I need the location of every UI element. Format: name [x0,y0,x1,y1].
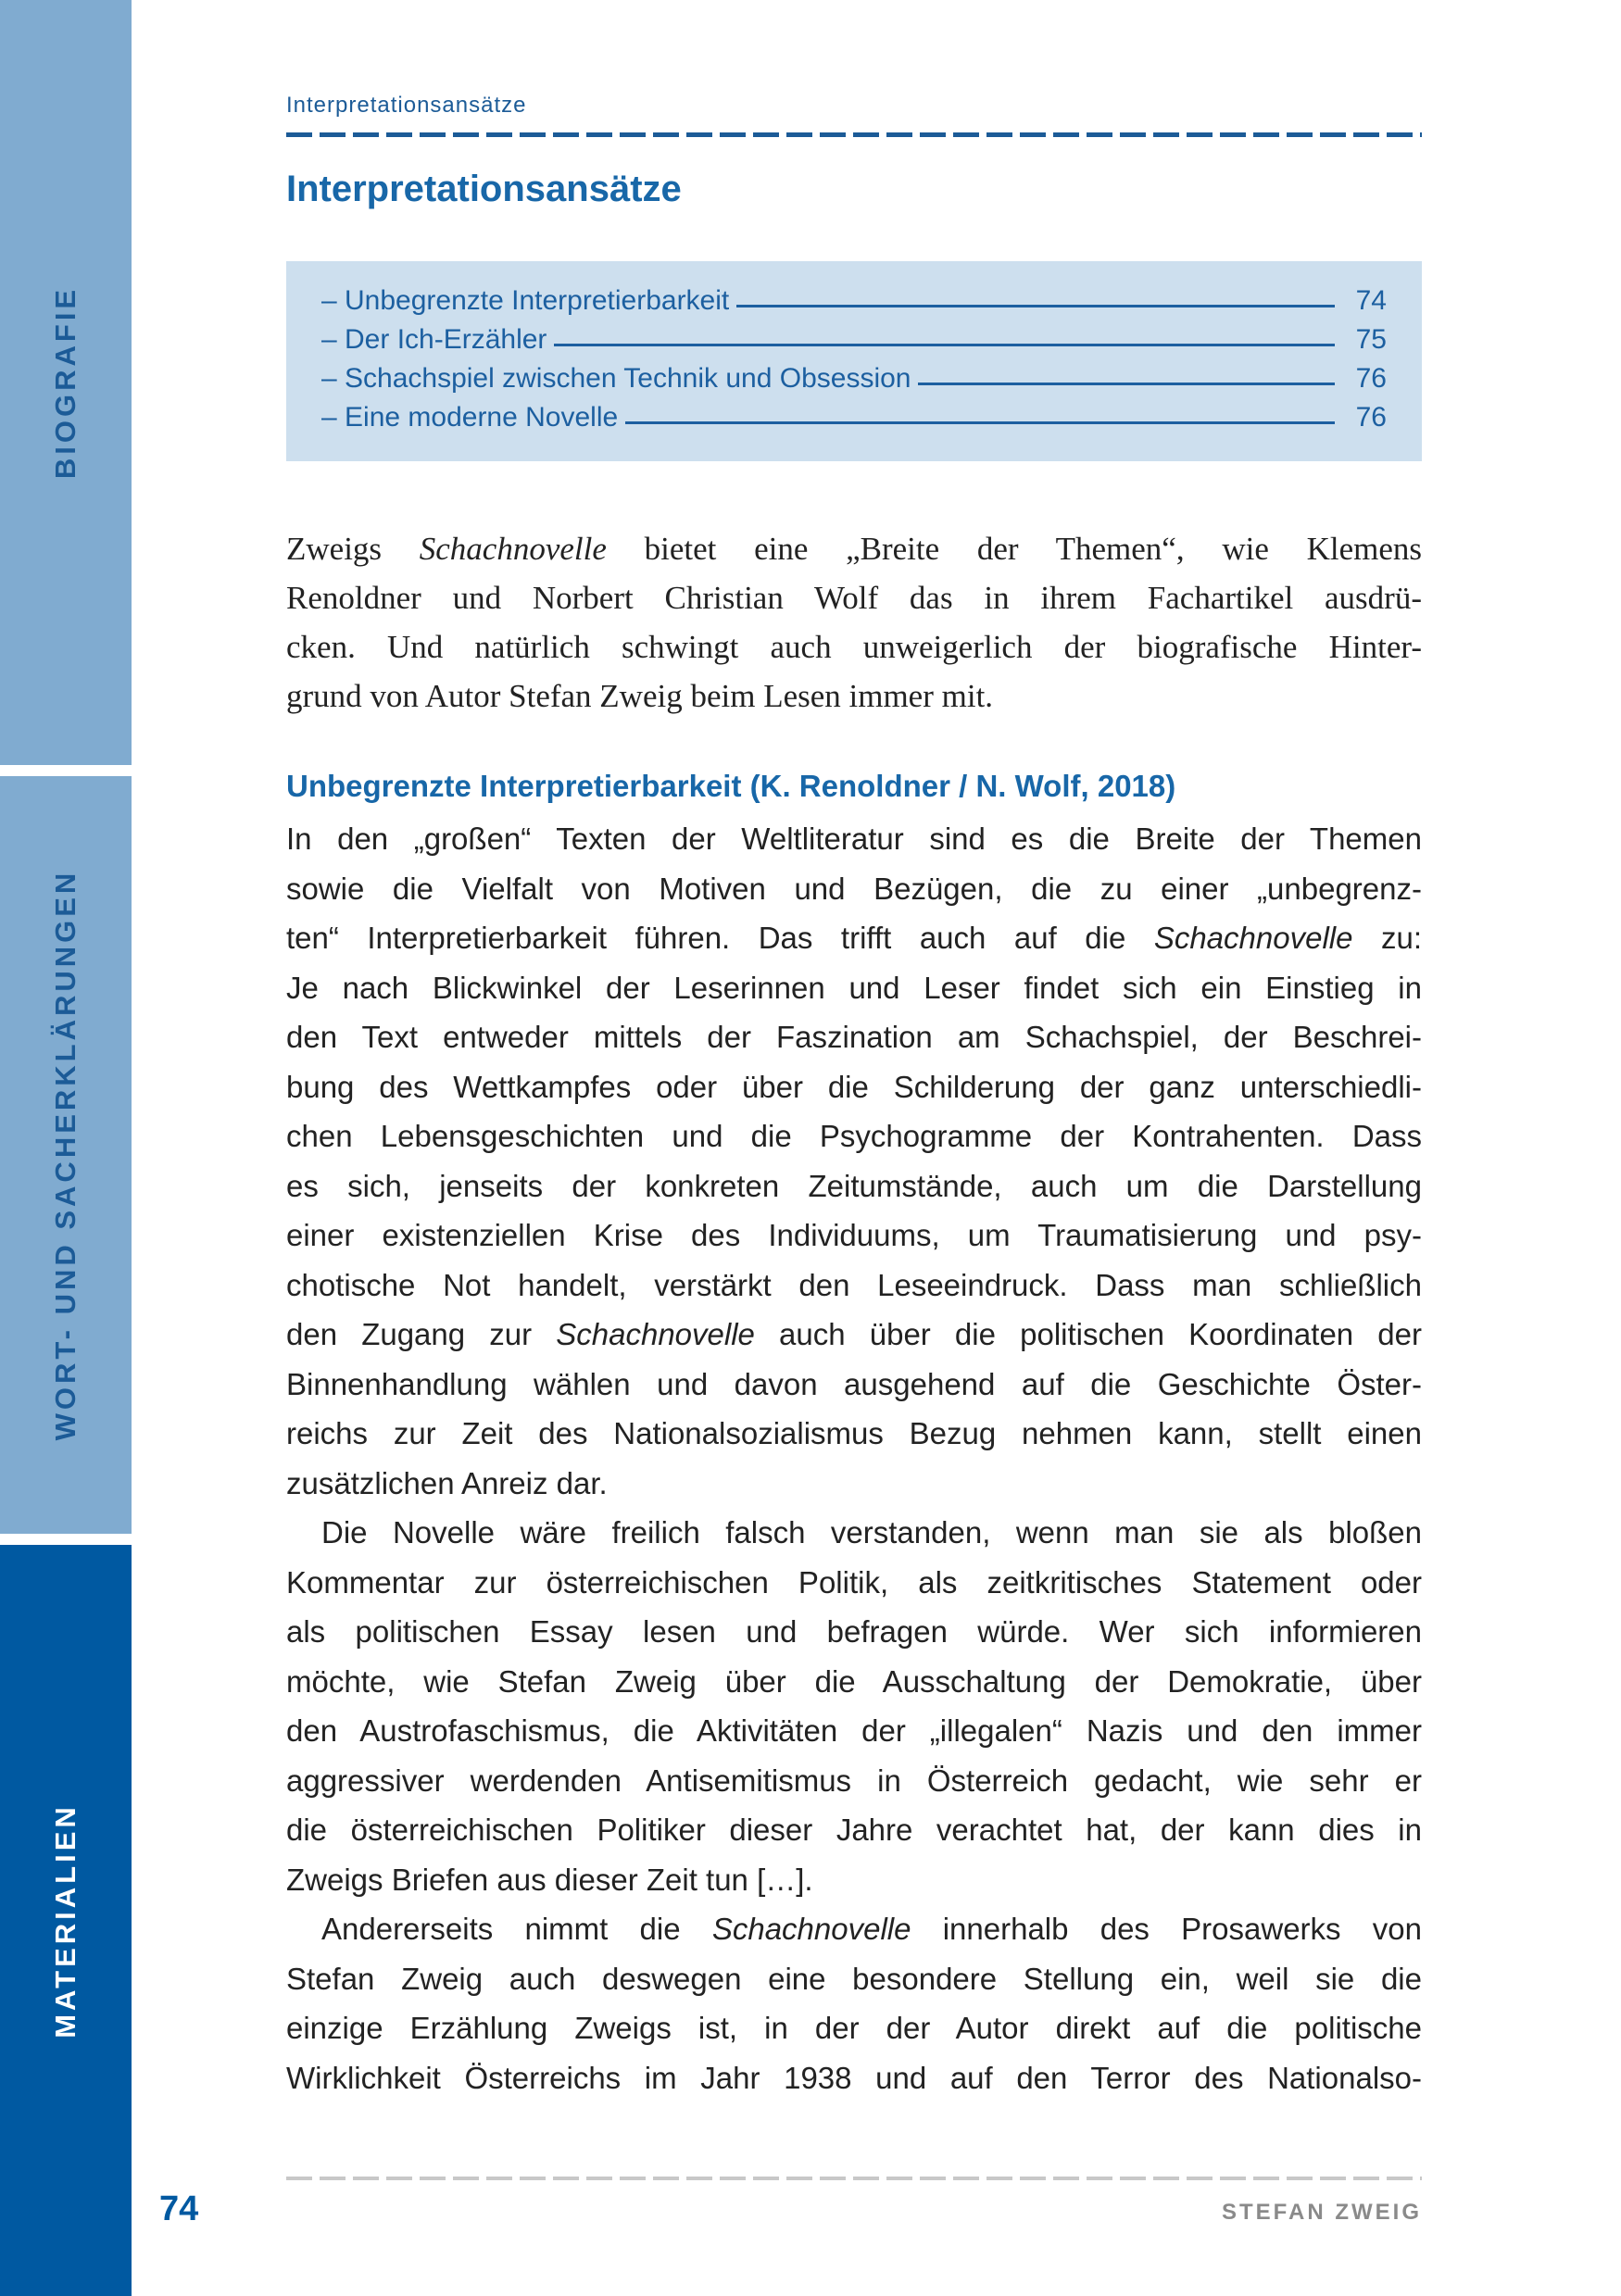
header-divider [286,132,1422,137]
toc-page-number: 76 [1355,402,1387,433]
page-title: Interpretationsansätze [286,169,682,209]
toc-page-number: 75 [1355,324,1387,355]
text-segment: den Zugang zur [286,1317,557,1351]
text-line: Kommentar zur österreichischen Politik, als zeitkritisches Statement oder [286,1564,1422,1600]
text-segment: Zweigs [286,531,420,567]
sidebar-tab-wort-und-sacherklaerungen[interactable] [0,776,132,1534]
text-line: möchte, wie Stefan Zweig über die Ausschaltung der Demokratie, über [286,1663,1422,1699]
text-line: den Austrofaschismus, die Aktivitäten der „illegalen“ Nazis und den immer [286,1713,1422,1748]
sidebar-tab-materialien[interactable] [0,1545,132,2296]
text-segment: innerhalb des Prosawerks von [911,1912,1422,1946]
text-line: als politischen Essay lesen und befragen würde. Wer sich informieren [286,1614,1422,1649]
sidebar-tab-biografie[interactable] [0,0,132,765]
footer-divider [286,2177,1422,2180]
toc-leader-line [625,421,1335,424]
text-line: Zweigs Briefen aus dieser Zeit tun […]. [286,1862,813,1897]
text-line: grund von Autor Stefan Zweig beim Lesen immer mit. [286,678,994,714]
table-of-contents [286,261,1422,461]
page-number: 74 [159,2189,199,2228]
text-line: es sich, jenseits der konkreten Zeitumstände, auch um die Darstellung [286,1168,1422,1203]
text-segment: Andererseits nimmt die [321,1912,712,1946]
text-segment: auch über die politischen Koordinaten der [754,1317,1422,1351]
toc-leader-line [736,305,1335,307]
text-line [286,913,1422,963]
text-line: reichs zur Zeit des Nationalsozialismus Bezug nehmen kann, stellt einen [286,1416,1422,1450]
toc-item[interactable] [321,396,1387,433]
text-line: bung des Wettkampfes oder über die Schilderung der ganz unterschiedli- [286,1069,1422,1104]
toc-page-number: 76 [1355,363,1387,394]
running-header: Interpretationsansätze [286,93,527,118]
tab-label: BIOGRAFIE [49,285,82,480]
text-line: zusätzlichen Anreiz dar. [286,1465,608,1500]
text-line: Stefan Zweig auch deswegen eine besondere Stellung ein, weil sie die [286,1961,1422,1996]
body-text [286,814,1422,2102]
text-line [286,524,1422,573]
text-line: den Text entweder mittels der Faszination am Schachspiel, der Beschrei- [286,1020,1422,1054]
text-line: einzige Erzählung Zweigs ist, in der der Autor direkt auf die politische [286,2011,1422,2045]
footer-author: STEFAN ZWEIG [1222,2200,1422,2225]
tab-label: WORT- UND SACHERKLÄRUNGEN [49,869,82,1441]
italic-title: Schachnovelle [1153,921,1353,955]
text-line: Wirklichkeit Österreichs im Jahr 1938 und auf den Terror des Nationalso- [286,2060,1422,2095]
text-line: Binnenhandlung wählen und davon ausgehend auf die Geschichte Öster- [286,1366,1422,1401]
toc-item[interactable] [321,319,1387,356]
text-line: einer existenziellen Krise des Individuums, um Traumatisierung und psy- [286,1218,1422,1252]
toc-leader-line [918,383,1335,385]
text-line: chotische Not handelt, verstärkt den Leseeindruck. Dass man schließlich [286,1267,1422,1302]
text-line: chen Lebensgeschichten und die Psychogramme der Kontrahenten. Dass [286,1119,1422,1153]
text-segment: ten“ Interpretierbarkeit führen. Das trifft auch auf die [286,921,1154,955]
text-line [286,1904,1422,1954]
text-line: aggressiver werdenden Antisemitismus in Österreich gedacht, wie sehr er [286,1763,1422,1798]
italic-title: Schachnovelle [711,1912,911,1946]
section-heading: Unbegrenzte Interpretierbarkeit (K. Renoldner / N. Wolf, 2018) [286,769,1176,803]
intro-paragraph [286,524,1422,721]
text-line: Je nach Blickwinkel der Leserinnen und Leser findet sich ein Einstieg in [286,970,1422,1005]
italic-title: Schachnovelle [556,1317,755,1351]
toc-item[interactable] [321,358,1387,395]
text-line: sowie die Vielfalt von Motiven und Bezügen, die zu einer „unbegrenz- [286,871,1422,906]
toc-label: – Eine moderne Novelle [321,402,619,433]
toc-leader-line [554,344,1335,346]
text-line: Die Novelle wäre freilich falsch verstanden, wenn man sie als bloßen [321,1515,1422,1549]
text-line: cken. Und natürlich schwingt auch unweigerlich der biografische Hinter- [286,629,1422,665]
text-line: Renoldner und Norbert Christian Wolf das in ihrem Fachartikel ausdrü- [286,580,1422,616]
toc-label: – Der Ich-Erzähler [321,324,547,355]
toc-label: – Unbegrenzte Interpretierbarkeit [321,285,730,316]
toc-page-number: 74 [1355,285,1387,316]
toc-item[interactable] [321,280,1387,317]
text-segment: zu: [1352,921,1422,955]
text-line: In den „großen“ Texten der Weltliteratur sind es die Breite der Themen [286,822,1422,856]
toc-label: – Schachspiel zwischen Technik und Obsession [321,363,911,394]
tab-label: MATERIALIEN [49,1802,82,2039]
italic-title: Schachnovelle [419,531,607,567]
text-segment: bietet eine „Breite der Themen“, wie Klemens [606,531,1422,567]
text-line: die österreichischen Politiker dieser Jahre verachtet hat, der kann dies in [286,1813,1422,1847]
text-line [286,1310,1422,1360]
